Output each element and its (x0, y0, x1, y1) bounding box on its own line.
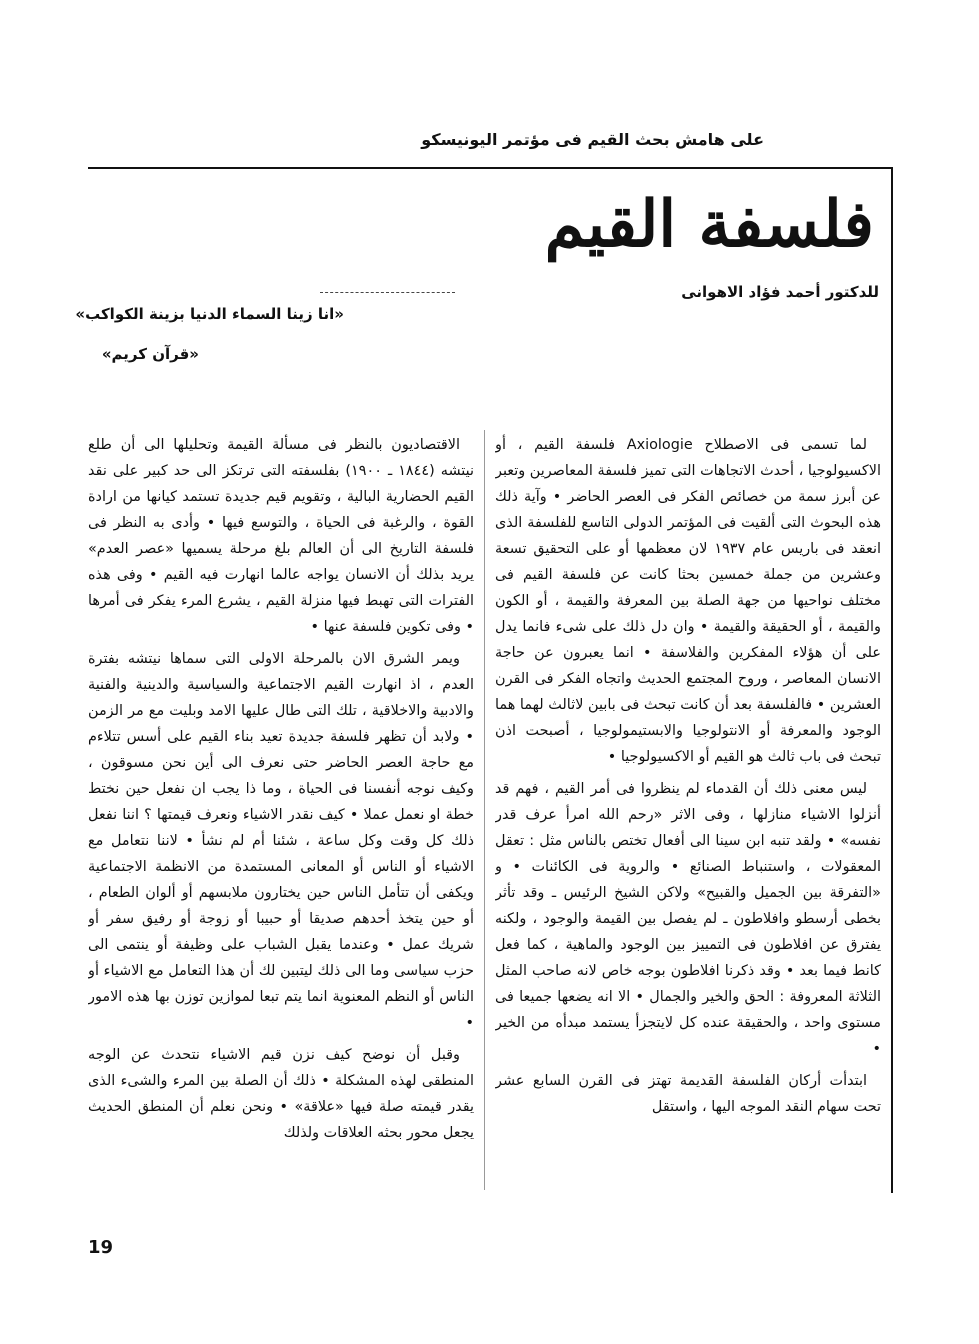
epigraph-source: «قرآن كريم» (101, 345, 199, 363)
frame-right-rule (891, 167, 893, 1193)
epigraph-quote: «انا زينا السماء الدنيا بزينة الكواكب» (75, 305, 344, 323)
paragraph: ابتدأت أركان الفلسفة القديمة تهتز فى القرن السابع عشر تحت سهام النقد الموجه اليها ، واستقل (495, 1073, 881, 1115)
frame-top-rule (88, 167, 893, 169)
paragraph: لما تسمى فى الاصطلاح Axiologie فلسفة القيم ، أو الاكسيولوجيا ، أحدث الاتجاهات التى تميز فلسفة المعاصرين وتعبر عن أبرز سمة من خصائص الفكر فى العصر الحاضر • وآية ذلك هذه البحوث التى ألقيت فى المؤتمر الدولى التاسع للفلسفة الذى انعقد فى باريس عام ١٩٣٧ لان معظمها أو على التحقيق تسعة وعشرين من جملة خمسين بحثا كانت عن فلسفة القيم فى مختلف نواحيها من جهة الصلة بين المعرفة والقيمة ، أو الكون والقيمة ، أو الحقيقة والقيمة • وان دل ذلك على شىء فانما يدل على أن هؤلاء المفكرين والفلاسفة • انما يعبرون عن حاجة الانسان المعاصر ، وروح المجتمع الحديث واتجاه الفكر فى القرن العشرين • فالفلسفة بعد أن كانت تبحث فى بابين لاثالث لهما هما الوجود والمعرفة أو الانتولوجيا والابستيمولوجيا ، أصبحت اذن تبحث فى باب ثالث هو القيم أو الاكسيولوجيا • (495, 437, 881, 765)
paragraph: وقبل أن نوضح كيف نزن قيم الاشياء نتحدث عن الوجه المنطقى لهذه المشكلة • ذلك أن الصلة بين المرء والشىء الذى يقدر قيمته صلة فيها «علاقة» • ونحن نعلم أن المنطق الحديث يجعل محور بحثه العلاقات ولذلك (88, 1047, 474, 1141)
page-number: 19 (88, 1237, 114, 1258)
paragraph: الاقتصاديون بالنظر فى مسألة القيمة وتحليلها الى أن طلع نيتشه (١٨٤٤ ـ ١٩٠٠) بفلسفته التى ترتكز الى حد كبير على نقد القيم الحضارية البالية ، وتقويم قيم جديدة تستمد كيانها من ارادة القوة ، والرغبة فى الحياة ، والتوسع فيها • وأدى به النظر فى فلسفة التاريخ الى أن العالم بلغ مرحلة يسميها «عصر العدم» يريد بذلك أن الانسان يواجه عالما انهارت فيه القيم • وفى هذه الفترات التى تهبط فيها منزلة القيم ، يشرع المرء يفكر فى أمرها • وفى تكوين فلسفة عنها • (88, 437, 474, 635)
article-title: فلسفة القيم (544, 187, 874, 262)
paragraph: ويمر الشرق الان بالمرحلة الاولى التى سماها نيتشه بفترة العدم ، اذ انهارت القيم الاجتماعية والسياسية والدينية والفنية والادبية والاخلاقية ، تلك التى طال عليها الامد وبليت مع مر الزمن • ولابد أن تظهر فلسفة جديدة تعيد بناء القيم على أسس تتلاءم مع حاجة العصر الحاضر حتى نعرف الى أين نحن مسوقون ، وكيف نوجه أنفسنا فى الحياة ، وما ذا يجب ان نفعل حين نختط خطة او نعمل عملا • كيف نقدر الاشياء ونعرف قيمتها ؟ اننا نفعل ذلك كل وقت وكل ساعة ، شئنا أم لم نشأ • لاننا نتعامل مع الاشياء أو الناس أو المعانى المستمدة من الانظمة الاجتماعية ويكفى أن تتأمل الناس حين يختارون ملابسهم أو ألوان الطعام ، أو حين يتخذ أحدهم صديقا أو حبيبا أو زوجة أو رفيق سفر أو شريك عمل • وعندما يقبل الشباب على وظيفة أو ينتمى الى حزب سياسى وما الى ذلك ليتبين لك أن هذا التعامل مع الاشياء أو الناس أو النظم المعنوية انما يتم تبعا لموازين توزن بها هذه الامور • (88, 651, 474, 1031)
column-divider (484, 430, 485, 1190)
kicker-headline: على هامش بحث القيم فى مؤتمر اليونيسكو (421, 130, 764, 149)
author-byline: للدكتور أحمد فؤاد الاهوانى (513, 283, 879, 301)
left-column (88, 432, 474, 1182)
right-column (495, 432, 881, 1182)
byline-left-rule (320, 292, 455, 293)
paragraph: ليس معنى ذلك أن القدماء لم ينظروا فى أمر القيم ، فهم قد أنزلوا الاشياء منازلها ، وفى الاثر «رحم الله امرأ عرف قدر نفسه» • ولقد تنبه ابن سينا الى أفعال تختص بالناس مثل : تعقل المعقولات ، واستنباط الصنائع • والروية فى الكائنات • و «التفرقة بين الجميل والقبيح» ولاكن الشيخ الرئيس ـ وقد تأثر بخطى أرسطو وافلاطون ـ لم يفصل بين القيمة والوجود ، ولكنه يفترق عن افلاطون فى التمييز بين الوجود والماهية ، كما فعل كانط فيما بعد • وقد ذكرنا افلاطون بوجه خاص لانه صاحب المثل الثلاثة المعروفة : الحق والخير والجمال • الا انه يضعها جميعا فى مستوى واحد ، والحقيقة عنده كل لايتجزأ يستمد مبدأه من الخير • (495, 781, 881, 1057)
